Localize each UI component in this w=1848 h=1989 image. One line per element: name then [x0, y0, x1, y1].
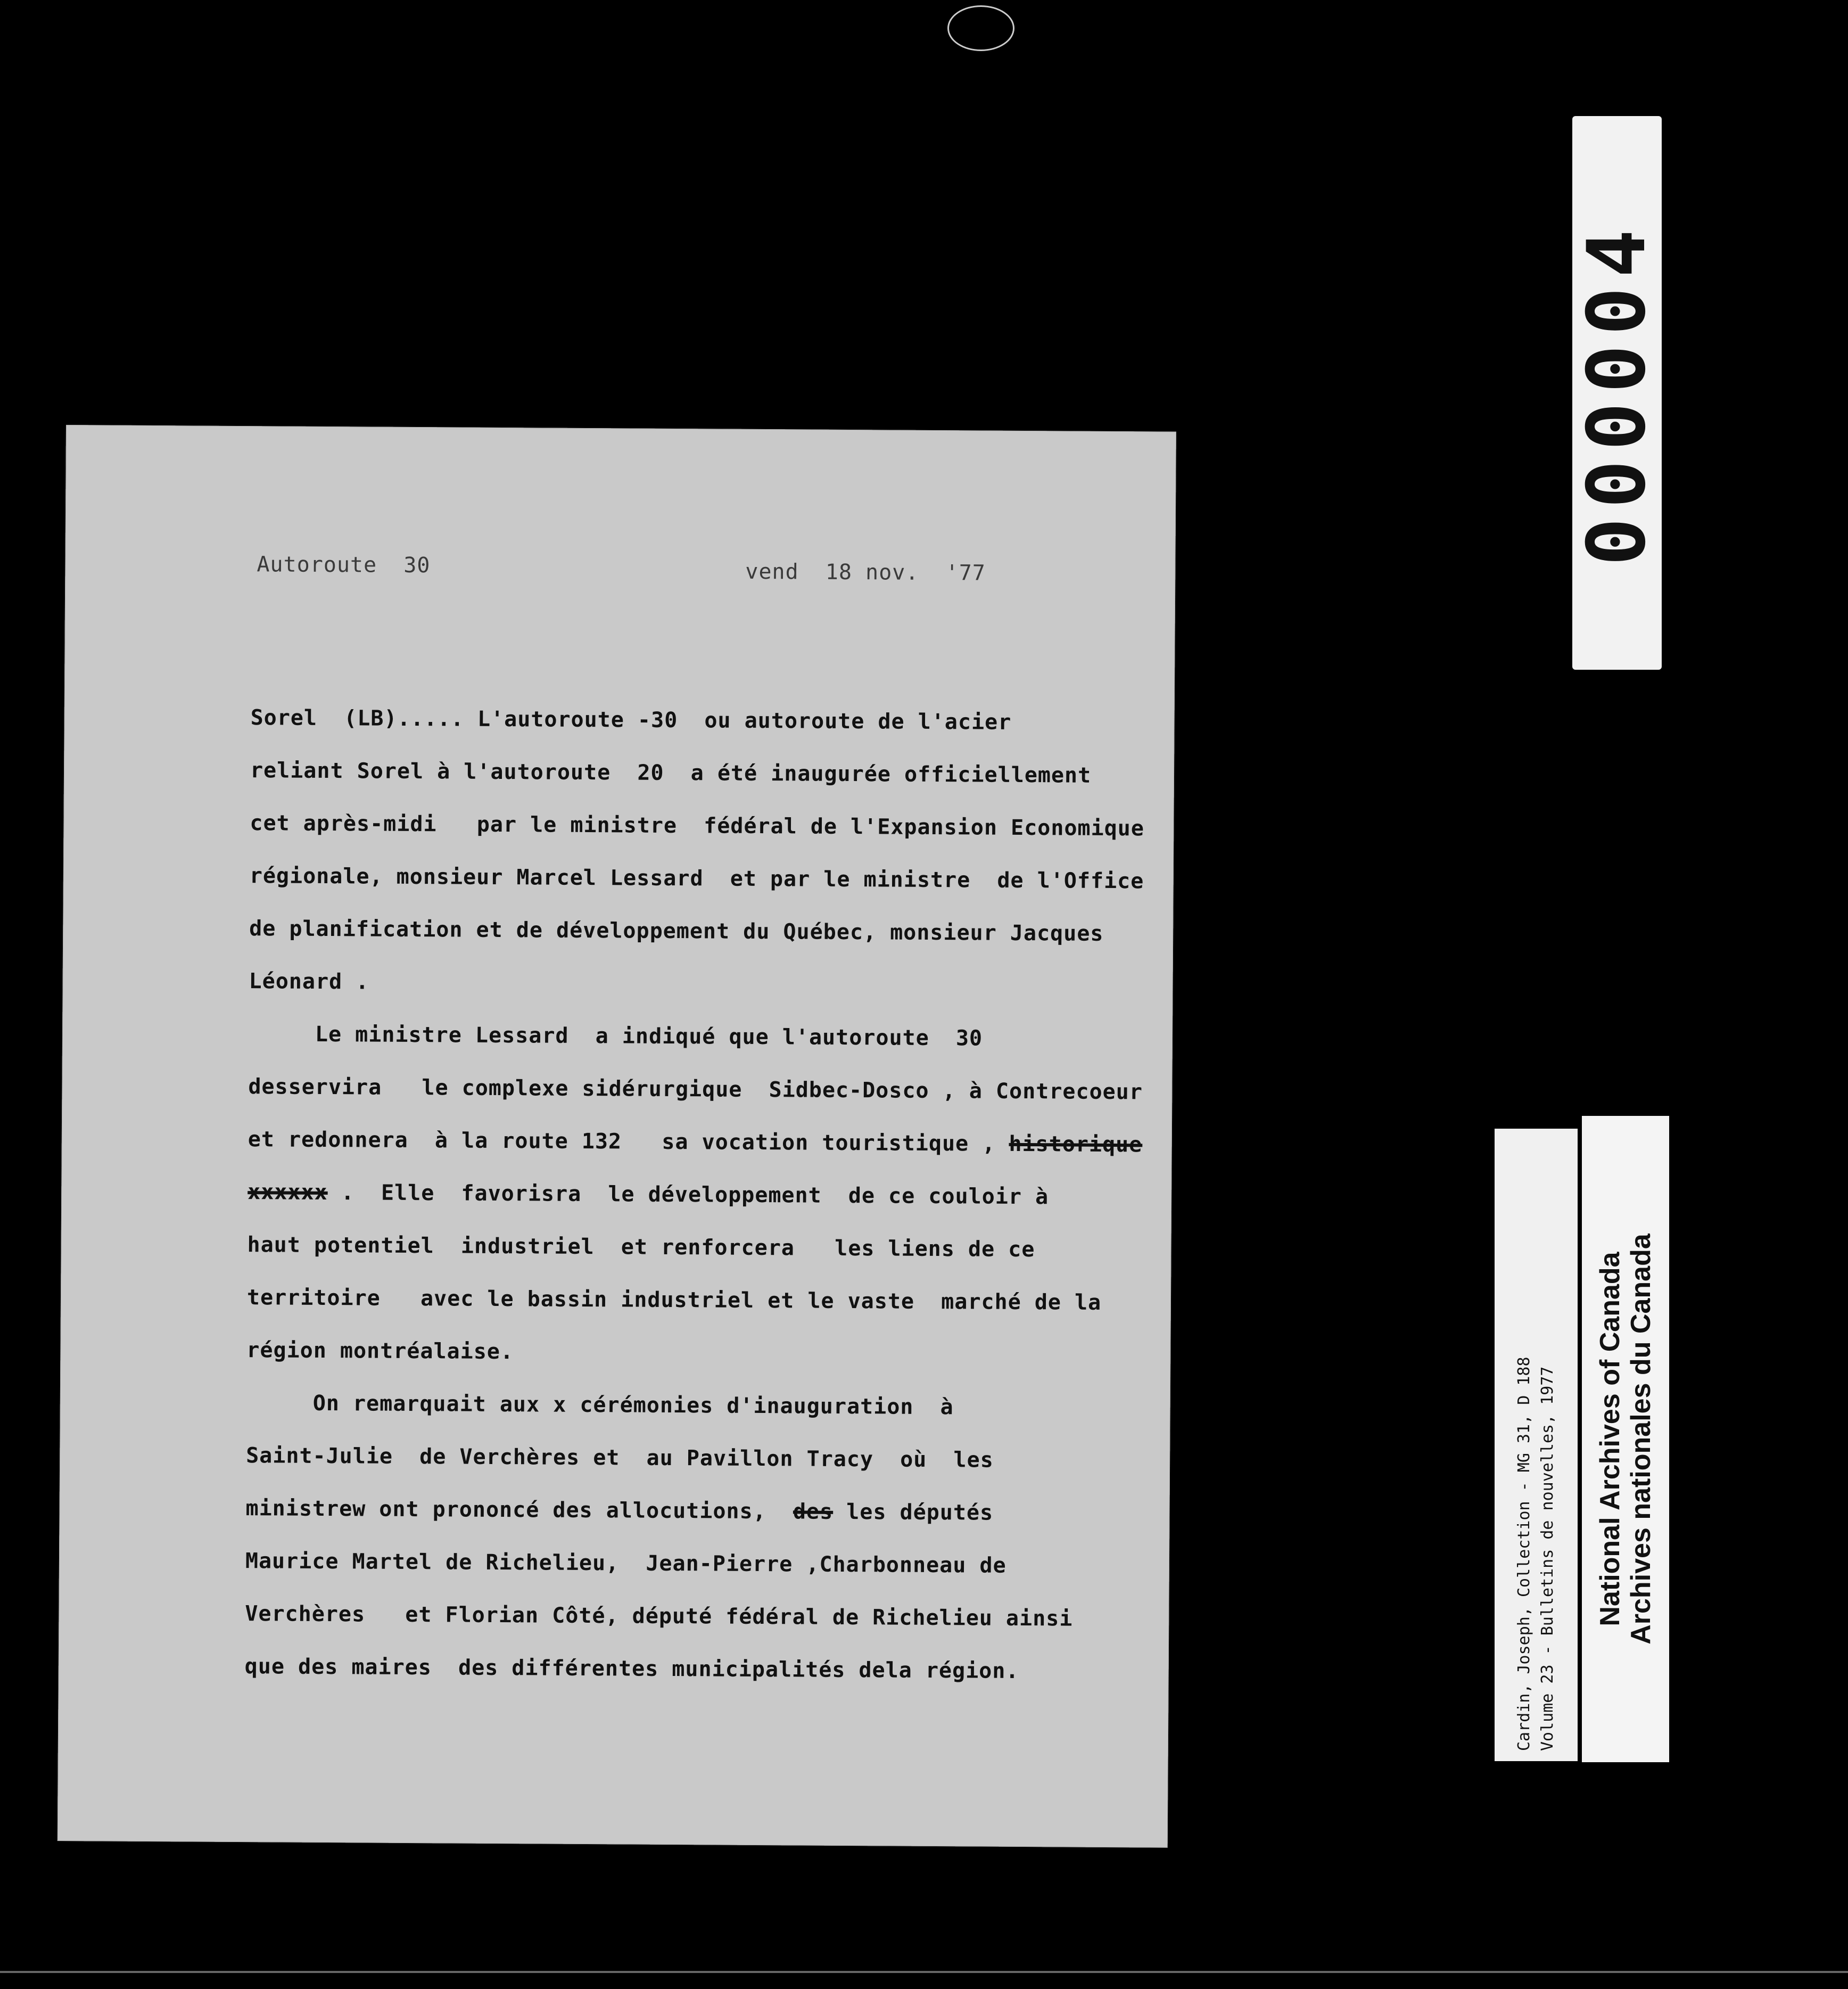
- line-text: territoire avec le bassin industriel et le vaste marché de la: [246, 1285, 1102, 1315]
- line-text: Sorel (LB)..... L'autoroute -30 ou autoroute de l'acier: [250, 705, 1012, 735]
- typed-body: [244, 705, 1144, 1712]
- line-text: haut potentiel industriel et renforcera les liens de ce: [247, 1232, 1035, 1262]
- struck-text: xxxxxx: [248, 1180, 328, 1205]
- line-text: Saint-Julie de Verchères et au Pavillon Tracy où les: [246, 1443, 994, 1473]
- film-scratch: [947, 5, 1014, 51]
- line-text: . Elle favorisra le développement de ce couloir à: [327, 1180, 1049, 1210]
- archives-label: [1582, 1116, 1669, 1762]
- typed-line: [247, 1285, 1142, 1343]
- film-edge: [0, 1971, 1848, 1973]
- collection-text: [1513, 1139, 1560, 1751]
- line-text-after: les députés: [833, 1499, 994, 1525]
- line-text: régionale, monsieur Marcel Lessard et par le ministre de l'Office: [249, 864, 1144, 894]
- typed-line: [247, 1232, 1142, 1291]
- line-text: On remarquait aux x cérémonies d'inauguration à: [312, 1391, 954, 1420]
- archives-line-1: National Archives of Canada: [1595, 1252, 1626, 1626]
- line-text: cet après-midi par le ministre fédéral de l'Expansion Economique: [250, 811, 1145, 841]
- line-text: ministrew ont prononcé des allocutions,: [245, 1496, 794, 1524]
- struck-text: historique: [1009, 1131, 1143, 1157]
- header-date: vend 18 nov. '77: [745, 559, 986, 586]
- typed-line: [246, 1391, 1141, 1449]
- typed-line: [248, 1180, 1142, 1238]
- typed-line: [248, 1074, 1143, 1132]
- archives-text: [1595, 1125, 1656, 1753]
- line-text: Verchères et Florian Côté, député fédéral de Richelieu ainsi: [245, 1601, 1073, 1631]
- line-text: région montréalaise.: [246, 1338, 514, 1365]
- collection-line-2: Volume 23 - Bulletins de nouvelles, 1977: [1538, 1366, 1557, 1751]
- typed-line: [249, 1022, 1143, 1080]
- typed-line: [250, 811, 1144, 869]
- line-text: de planification et de développement du Québec, monsieur Jacques: [249, 916, 1104, 946]
- struck-text: des: [793, 1499, 834, 1524]
- line-text: et redonnera à la route 132 sa vocation touristique ,: [248, 1127, 1009, 1156]
- typed-line: [250, 705, 1145, 763]
- typed-line: [246, 1443, 1141, 1501]
- line-text: Le ministre Lessard a indiqué que l'autoroute 30: [315, 1022, 983, 1051]
- archives-line-2: Archives nationales du Canada: [1626, 1234, 1656, 1645]
- typed-line: [250, 758, 1145, 816]
- typed-line: [249, 969, 1143, 1027]
- typed-line: [246, 1338, 1141, 1396]
- line-text: que des maires des différentes municipalités dela région.: [244, 1654, 1019, 1683]
- typed-line: [245, 1496, 1140, 1554]
- typed-line: [244, 1654, 1139, 1712]
- typed-line: [249, 916, 1144, 974]
- typed-line: [248, 1127, 1142, 1185]
- typed-line: [245, 1601, 1140, 1659]
- line-text: Léonard .: [249, 969, 369, 994]
- typed-line: [245, 1549, 1140, 1607]
- collection-line-1: Cardin, Joseph, Collection - MG 31, D 188: [1515, 1357, 1533, 1751]
- header-title: Autoroute 30: [257, 552, 431, 578]
- line-text: Maurice Martel de Richelieu, Jean-Pierre ,Charbonneau de: [245, 1549, 1006, 1578]
- typed-line: [249, 864, 1144, 922]
- frame-number-label: [1572, 116, 1662, 670]
- frame-number: 000004: [1571, 220, 1663, 566]
- typed-page: [57, 425, 1176, 1848]
- line-text: reliant Sorel à l'autoroute 20 a été inaugurée officiellement: [250, 758, 1092, 788]
- line-text: desservira le complexe sidérurgique Sidbec-Dosco , à Contrecoeur: [248, 1074, 1143, 1105]
- collection-label: [1495, 1129, 1578, 1761]
